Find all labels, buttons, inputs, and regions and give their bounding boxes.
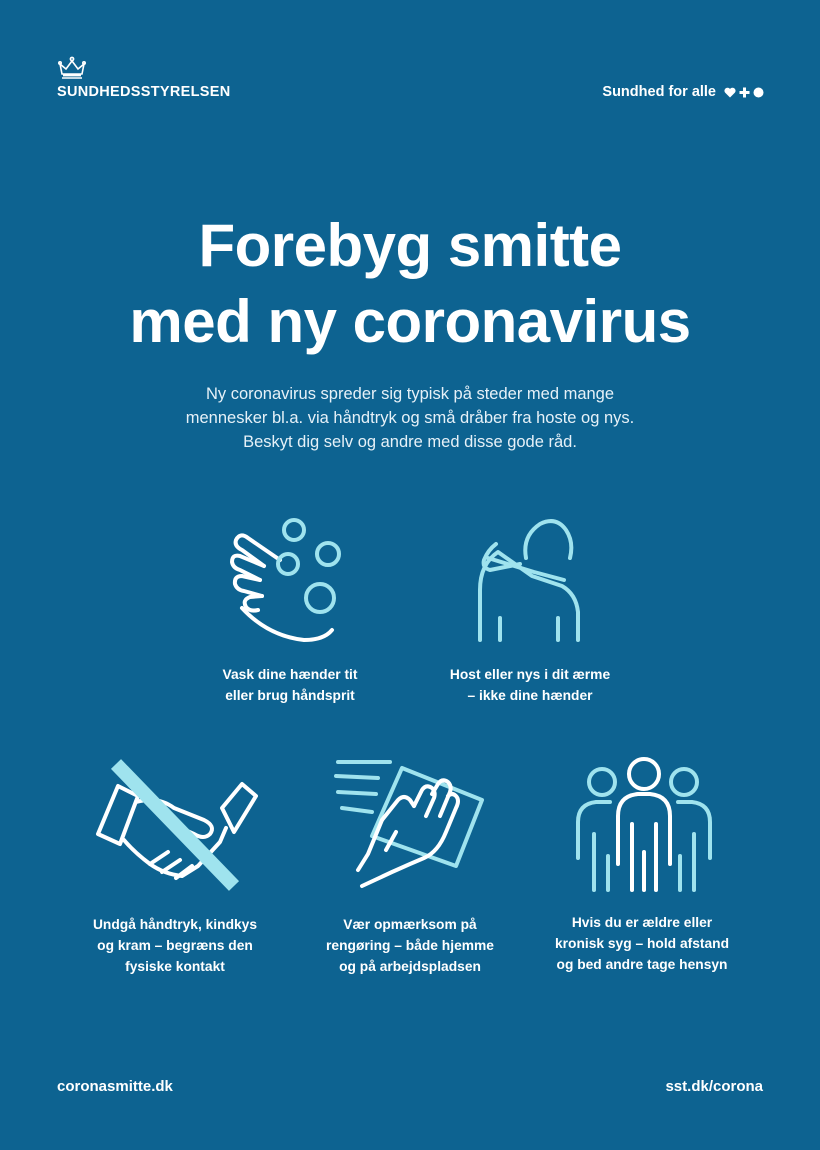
title-line: Forebyg smitte — [198, 212, 622, 279]
tagline-symbols — [724, 87, 764, 98]
circle-icon — [753, 87, 764, 98]
tip-caption — [190, 664, 390, 706]
tip-caption — [532, 912, 752, 975]
cleaning-icon — [332, 754, 488, 894]
tip-caption-line: Vask dine hænder tit — [222, 667, 358, 682]
tip-caption-line: Vær opmærksom på — [343, 917, 477, 932]
tip-caption — [70, 914, 280, 977]
intro-line: Ny coronavirus spreder sig typisk på steder med mange — [205, 385, 615, 403]
tagline — [602, 84, 764, 100]
plus-icon — [739, 87, 750, 98]
tip-caption-line: og bed andre tage hensyn — [556, 957, 728, 972]
brand-logo — [57, 56, 231, 100]
tip-caption-line: rengøring – både hjemme — [326, 938, 494, 953]
organization-name: SUNDHEDSSTYRELSEN — [57, 84, 231, 100]
tip-caption-line: Hvis du er ældre eller — [571, 915, 713, 930]
crown-icon — [57, 56, 87, 84]
tip-caption — [300, 914, 520, 977]
cough-in-sleeve-icon — [470, 514, 586, 644]
tip-caption-line: Undgå håndtryk, kindkys — [92, 917, 258, 932]
tagline-text: Sundhed for alle — [602, 84, 716, 100]
tip-caption-line: Host eller nys i dit ærme — [449, 667, 611, 682]
heart-icon — [724, 87, 736, 98]
intro-text — [0, 382, 820, 454]
footer-link-right: sst.dk/corona — [665, 1078, 763, 1095]
tip-caption-line: – ikke dine hænder — [467, 688, 593, 703]
footer-link-left: coronasmitte.dk — [57, 1078, 173, 1095]
tip-caption-line: eller brug håndsprit — [225, 688, 355, 703]
page-title — [0, 208, 820, 360]
intro-line: Beskyt dig selv og andre med disse gode råd. — [243, 433, 577, 451]
tip-caption-line: og på arbejdspladsen — [339, 959, 481, 974]
title-line: med ny coronavirus — [129, 288, 691, 355]
tip-caption-line: og kram – begræns den — [97, 938, 253, 953]
keep-distance-icon — [572, 756, 716, 892]
tip-caption-line: fysiske kontakt — [125, 959, 225, 974]
tip-caption — [420, 664, 640, 706]
hand-washing-icon — [228, 512, 356, 647]
tip-caption-line: kronisk syg – hold afstand — [554, 936, 730, 951]
no-handshake-icon — [94, 756, 258, 892]
intro-line: mennesker bl.a. via håndtryk og små dråber fra hoste og nys. — [185, 409, 635, 427]
